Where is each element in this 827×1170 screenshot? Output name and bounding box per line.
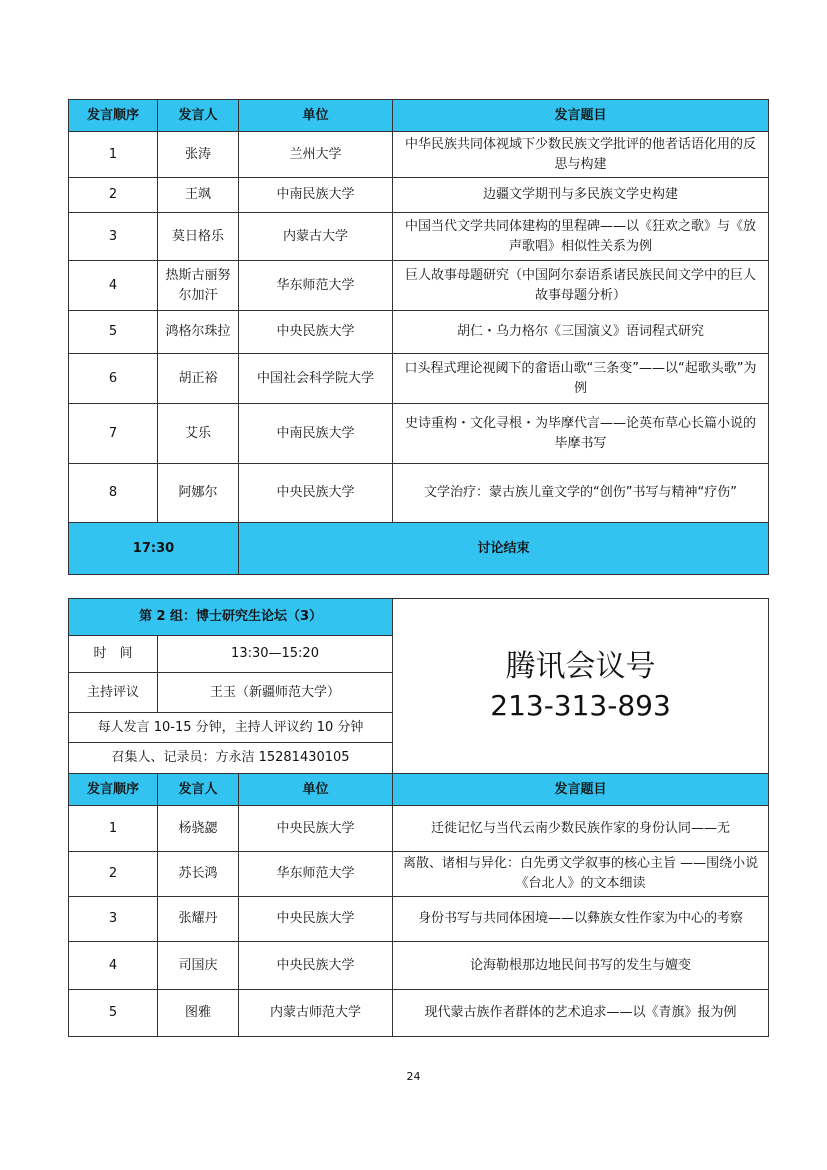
row-speaker: 张涛	[158, 132, 239, 178]
row-speaker: 苏长鸿	[158, 852, 239, 897]
header-order: 发言顺序	[69, 774, 158, 806]
row-unit: 华东师范大学	[239, 852, 393, 897]
row-order: 6	[69, 354, 158, 404]
header-order: 发言顺序	[69, 100, 158, 132]
row-unit: 中央民族大学	[239, 806, 393, 852]
row-topic: 边疆文学期刊与多民族文学史构建	[393, 178, 769, 213]
table-row	[69, 213, 769, 261]
table-row	[69, 464, 769, 523]
row-topic: 论海勒根那边地民间书写的发生与嬗变	[393, 942, 769, 990]
row-unit: 内蒙古大学	[239, 213, 393, 261]
row-unit: 华东师范大学	[239, 261, 393, 311]
table-row	[69, 897, 769, 942]
end-label: 讨论结束	[239, 523, 769, 575]
table-row	[69, 354, 769, 404]
table-row	[69, 132, 769, 178]
row-topic: 文学治疗：蒙古族儿童文学的“创伤”书写与精神“疗伤”	[393, 464, 769, 523]
table-row	[69, 852, 769, 897]
row-order: 1	[69, 132, 158, 178]
speaking-rule: 每人发言 10-15 分钟，主持人评议约 10 分钟	[69, 713, 393, 743]
row-speaker: 莫日格乐	[158, 213, 239, 261]
row-order: 7	[69, 404, 158, 464]
header-speaker: 发言人	[158, 100, 239, 132]
header-unit: 单位	[239, 774, 393, 806]
row-speaker: 艾乐	[158, 404, 239, 464]
row-order: 4	[69, 942, 158, 990]
row-unit: 兰州大学	[239, 132, 393, 178]
row-unit: 中央民族大学	[239, 942, 393, 990]
row-topic: 中华民族共同体视域下少数民族文学批评的他者话语化用的反思与构建	[393, 132, 769, 178]
row-order: 2	[69, 178, 158, 213]
row-speaker: 王飒	[158, 178, 239, 213]
time-label: 时 间	[69, 636, 158, 673]
row-order: 2	[69, 852, 158, 897]
row-speaker: 杨骁勰	[158, 806, 239, 852]
table-row	[69, 261, 769, 311]
host-value: 王玉（新疆师范大学）	[158, 673, 393, 713]
row-speaker: 阿娜尔	[158, 464, 239, 523]
table-row	[69, 311, 769, 354]
row-order: 3	[69, 213, 158, 261]
row-topic: 身份书写与共同体困境——以彝族女性作家为中心的考察	[393, 897, 769, 942]
row-order: 8	[69, 464, 158, 523]
row-unit: 内蒙古师范大学	[239, 990, 393, 1037]
row-unit: 中国社会科学院大学	[239, 354, 393, 404]
meeting-info	[393, 599, 769, 774]
row-order: 4	[69, 261, 158, 311]
row-topic: 史诗重构・文化寻根・为毕摩代言——论英布草心长篇小说的毕摩书写	[393, 404, 769, 464]
convener: 召集人、记录员：方永洁 15281430105	[69, 743, 393, 774]
table-row	[69, 990, 769, 1037]
table-row	[69, 178, 769, 213]
host-label: 主持评议	[69, 673, 158, 713]
row-unit: 中央民族大学	[239, 897, 393, 942]
row-speaker: 图雅	[158, 990, 239, 1037]
row-speaker: 张耀丹	[158, 897, 239, 942]
table-row	[69, 942, 769, 990]
group-title: 第 2 组：博士研究生论坛（3）	[69, 599, 393, 636]
table-row	[69, 404, 769, 464]
row-order: 5	[69, 311, 158, 354]
row-topic: 中国当代文学共同体建构的里程碑——以《狂欢之歌》与《放声歌唱》相似性关系为例	[393, 213, 769, 261]
page-number: 24	[406, 1070, 421, 1083]
schedule-table-1	[68, 99, 769, 575]
header-topic: 发言题目	[393, 774, 769, 806]
row-topic: 离散、诸相与异化：白先勇文学叙事的核心主旨 ——围绕小说《台北人》的文本细读	[393, 852, 769, 897]
row-order: 3	[69, 897, 158, 942]
table-row	[69, 806, 769, 852]
row-topic: 迁徙记忆与当代云南少数民族作家的身份认同——无	[393, 806, 769, 852]
row-speaker: 鸿格尔珠拉	[158, 311, 239, 354]
row-speaker: 热斯古丽努尔加汗	[158, 261, 239, 311]
row-unit: 中央民族大学	[239, 464, 393, 523]
row-topic: 巨人故事母题研究（中国阿尔泰语系诸民族民间文学中的巨人故事母题分析）	[393, 261, 769, 311]
row-topic: 胡仁・乌力格尔《三国演义》语词程式研究	[393, 311, 769, 354]
row-order: 1	[69, 806, 158, 852]
session-end-row	[69, 523, 769, 575]
table-header-row	[69, 100, 769, 132]
row-topic: 口头程式理论视阈下的畲语山歌“三条变”——以“起歌头歌”为例	[393, 354, 769, 404]
time-value: 13:30—15:20	[158, 636, 393, 673]
row-unit: 中南民族大学	[239, 404, 393, 464]
end-time: 17:30	[69, 523, 239, 575]
row-unit: 中央民族大学	[239, 311, 393, 354]
row-speaker: 司国庆	[158, 942, 239, 990]
table-header-row	[69, 774, 769, 806]
row-topic: 现代蒙古族作者群体的艺术追求——以《青旗》报为例	[393, 990, 769, 1037]
meeting-label: 腾讯会议号	[505, 649, 656, 684]
header-unit: 单位	[239, 100, 393, 132]
row-speaker: 胡正裕	[158, 354, 239, 404]
row-order: 5	[69, 990, 158, 1037]
header-speaker: 发言人	[158, 774, 239, 806]
meeting-number: 213-313-893	[490, 689, 671, 722]
schedule-table-2	[68, 598, 769, 1037]
header-topic: 发言题目	[393, 100, 769, 132]
row-unit: 中南民族大学	[239, 178, 393, 213]
